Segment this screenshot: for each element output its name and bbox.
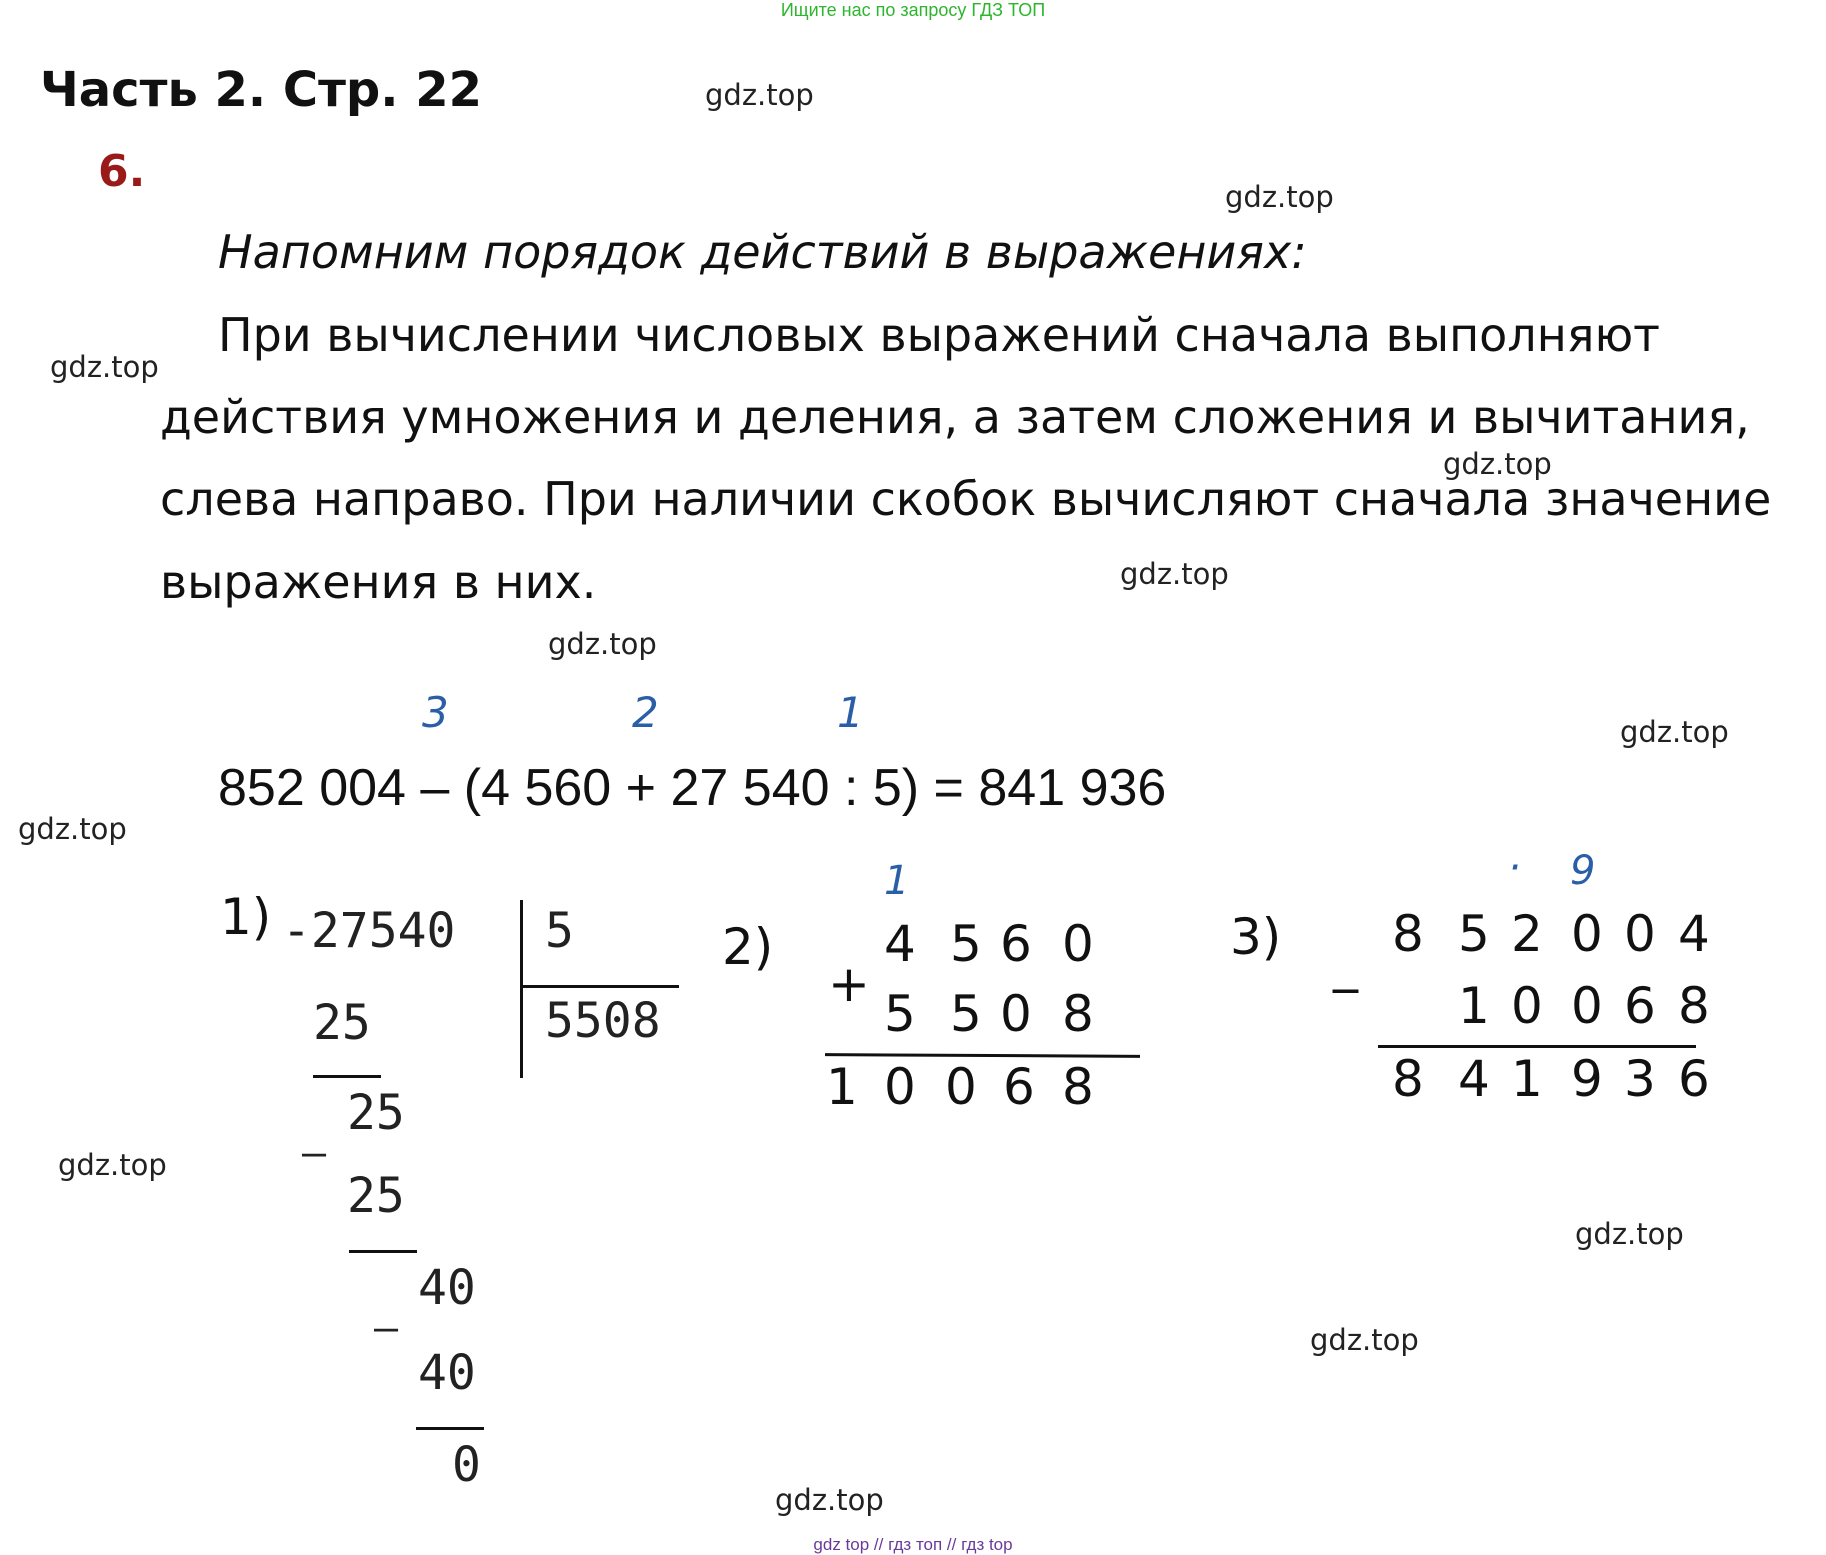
division-row: 40 <box>418 1260 476 1316</box>
watermark: gdz.top <box>1120 557 1229 591</box>
watermark: gdz.top <box>705 78 814 112</box>
divisor-line <box>522 985 679 988</box>
subtrahend-digit: 0 <box>1511 977 1543 1035</box>
division-line <box>313 1075 381 1078</box>
step-3-label: 3) <box>1230 908 1282 966</box>
subtrahend-digit: 0 <box>1571 977 1603 1035</box>
footer-credits: gdz top // гдз топ // гдз top <box>813 1535 1013 1554</box>
watermark: gdz.top <box>775 1483 884 1517</box>
difference-digit: 1 <box>1511 1050 1543 1108</box>
sum-digit: 8 <box>1062 1058 1094 1116</box>
watermark: gdz.top <box>50 350 159 384</box>
rule-line-4: выражения в них. <box>160 555 597 609</box>
difference-digit: 8 <box>1392 1050 1424 1108</box>
order-mark-3: 3 <box>422 688 449 737</box>
difference-digit: 4 <box>1458 1050 1490 1108</box>
subtrahend-digit: 8 <box>1678 977 1710 1035</box>
minuend-digit: 4 <box>1678 905 1710 963</box>
division-bar <box>520 900 523 1078</box>
watermark: gdz.top <box>58 1148 167 1182</box>
addend-digit: 8 <box>1062 985 1094 1043</box>
difference-line <box>1378 1045 1696 1048</box>
dividend: -27540 <box>282 903 456 959</box>
quotient: 5508 <box>545 993 661 1049</box>
watermark: gdz.top <box>18 812 127 846</box>
watermark: gdz.top <box>1443 447 1552 481</box>
sum-digit: 1 <box>826 1058 858 1116</box>
rule-line-2: действия умножения и деления, а затем сложения и вычитания, <box>160 390 1750 444</box>
rule-heading: Напомним порядок действий в выражениях: <box>218 225 1307 279</box>
watermark: gdz.top <box>1620 715 1729 749</box>
addend-digit: 5 <box>950 915 982 973</box>
division-row: 25 <box>347 1168 405 1224</box>
borrow-dot: · <box>1508 845 1521 891</box>
minuend-digit: 5 <box>1458 905 1490 963</box>
difference-digit: 3 <box>1624 1050 1656 1108</box>
minuend-digit: 0 <box>1624 905 1656 963</box>
carry-digit: 1 <box>884 858 910 904</box>
minus-sign: – <box>374 1305 399 1351</box>
addend-digit: 5 <box>950 985 982 1043</box>
borrow-digit: 9 <box>1570 848 1596 894</box>
difference-digit: 9 <box>1571 1050 1603 1108</box>
step-2-label: 2) <box>722 918 774 976</box>
page-title: Часть 2. Стр. 22 <box>40 62 483 118</box>
addend-digit: 0 <box>1000 985 1032 1043</box>
addend-digit: 6 <box>1000 915 1032 973</box>
watermark: gdz.top <box>1225 180 1334 214</box>
rule-line-3: слева направо. При наличии скобок вычисляют сначала значение <box>160 472 1772 526</box>
watermark: gdz.top <box>1575 1217 1684 1251</box>
sum-digit: 0 <box>945 1058 977 1116</box>
watermark: gdz.top <box>1310 1323 1419 1357</box>
minuend-digit: 8 <box>1392 905 1424 963</box>
addend-digit: 4 <box>884 915 916 973</box>
minus-sign: – <box>302 1130 327 1176</box>
divisor: 5 <box>545 903 574 959</box>
step-1-label: 1) <box>220 888 272 946</box>
division-row: 0 <box>452 1437 481 1493</box>
order-mark-2: 2 <box>632 688 659 737</box>
division-row: 40 <box>418 1345 476 1401</box>
division-row: 25 <box>347 1085 405 1141</box>
sum-digit: 0 <box>884 1058 916 1116</box>
search-banner: Ищите нас по запросу ГДЗ ТОП <box>780 0 1046 20</box>
subtrahend-digit: 1 <box>1458 977 1490 1035</box>
plus-sign: + <box>828 955 870 1013</box>
sum-digit: 6 <box>1003 1058 1035 1116</box>
watermark: gdz.top <box>548 627 657 661</box>
division-line <box>416 1427 484 1430</box>
division-line <box>349 1250 417 1253</box>
task-number: 6. <box>98 146 146 197</box>
expression: 852 004 – (4 560 + 27 540 : 5) = 841 936 <box>218 759 1167 817</box>
minuend-digit: 0 <box>1571 905 1603 963</box>
order-mark-1: 1 <box>837 688 864 737</box>
subtrahend-digit: 6 <box>1624 977 1656 1035</box>
difference-digit: 6 <box>1678 1050 1710 1108</box>
minus-sign: _ <box>1333 935 1358 993</box>
minuend-digit: 2 <box>1511 905 1543 963</box>
addend-digit: 5 <box>884 985 916 1043</box>
addend-digit: 0 <box>1062 915 1094 973</box>
rule-line-1: При вычислении числовых выражений сначала выполняют <box>218 308 1660 362</box>
division-row: 25 <box>313 995 371 1051</box>
